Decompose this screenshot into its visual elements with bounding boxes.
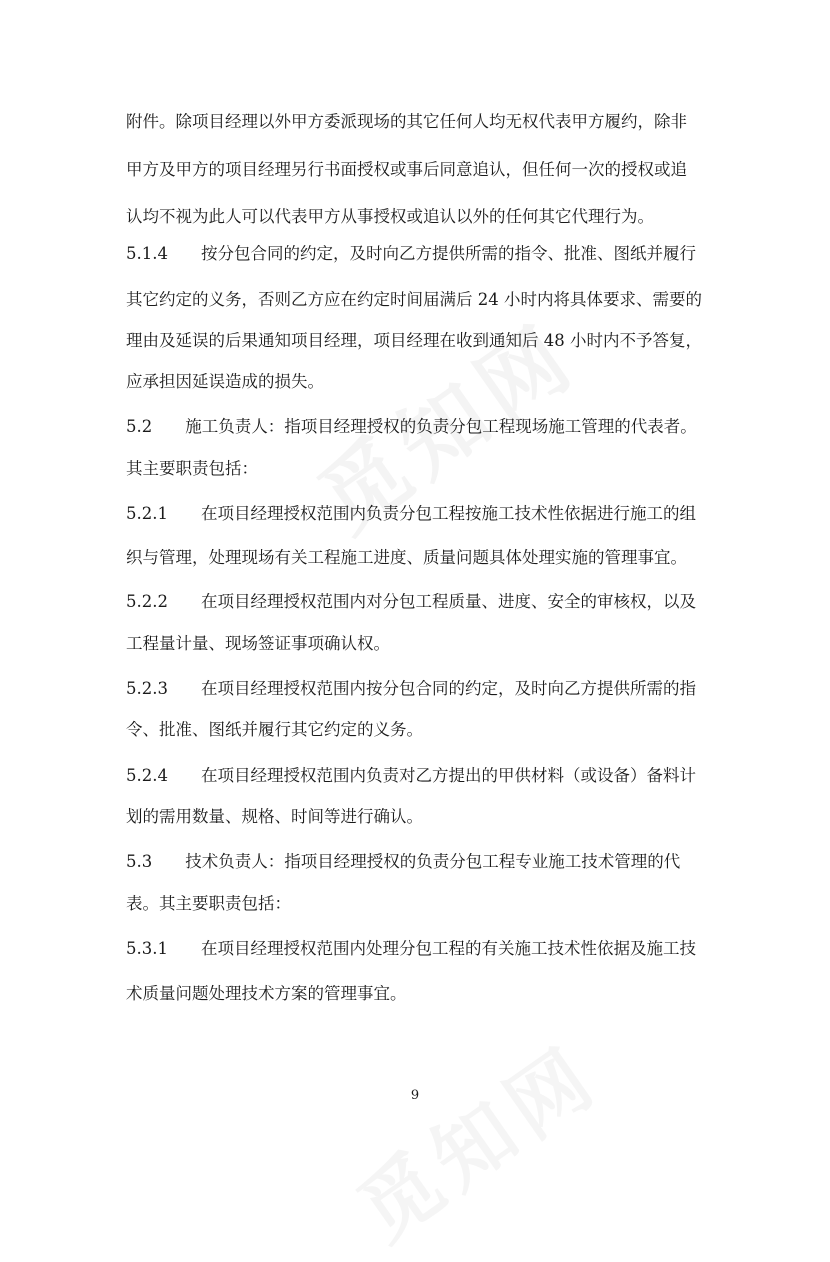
section-5-2: 5.2 施工负责人：指项目经理授权的负责分包工程现场施工管理的代表者。 <box>126 417 697 436</box>
text-line: 其它约定的义务，否则乙方应在约定时间届满后 24 小时内将具体要求、需要的 <box>126 290 702 309</box>
text-line: 附件。除项目经理以外甲方委派现场的其它任何人均无权代表甲方履约，除非 <box>126 112 687 131</box>
text-line: 甲方及甲方的项目经理另行书面授权或事后同意追认，但任何一次的授权或追 <box>126 160 687 179</box>
text-line: 认均不视为此人可以代表甲方从事授权或追认以外的任何其它代理行为。 <box>126 207 654 226</box>
page-number: 9 <box>410 1088 420 1103</box>
text-line: 划的需用数量、规格、时间等进行确认。 <box>126 807 423 826</box>
section-5-2-1: 5.2.1 在项目经理授权范围内负责分包工程按施工技术性依据进行施工的组 <box>126 504 696 523</box>
text-line: 令、批准、图纸并履行其它约定的义务。 <box>126 720 423 739</box>
section-5-2-2: 5.2.2 在项目经理授权范围内对分包工程质量、进度、安全的审核权，以及 <box>126 592 696 611</box>
section-5-3-1: 5.3.1 在项目经理授权范围内处理分包工程的有关施工技术性依据及施工技 <box>126 939 696 958</box>
text-line: 表。其主要职责包括： <box>126 894 291 913</box>
section-5-1-4: 5.1.4 按分包合同的约定，及时向乙方提供所需的指令、批准、图纸并履行 <box>126 244 696 263</box>
section-5-2-3: 5.2.3 在项目经理授权范围内按分包合同的约定，及时向乙方提供所需的指 <box>126 679 696 698</box>
text-line: 理由及延误的后果通知项目经理，项目经理在收到通知后 48 小时内不予答复， <box>126 331 702 350</box>
section-5-3: 5.3 技术负责人：指项目经理授权的负责分包工程专业施工技术管理的代 <box>126 852 681 871</box>
text-line: 织与管理，处理现场有关工程施工进度、质量问题具体处理实施的管理事宜。 <box>126 548 687 567</box>
text-line: 术质量问题处理技术方案的管理事宜。 <box>126 984 407 1003</box>
text-line: 应承担因延误造成的损失。 <box>126 372 324 391</box>
watermark-bottom <box>331 1013 618 1262</box>
text-line: 其主要职责包括： <box>126 459 258 478</box>
section-5-2-4: 5.2.4 在项目经理授权范围内负责对乙方提出的甲供材料（或设备）备料计 <box>126 766 696 785</box>
text-line: 工程量计量、现场签证事项确认权。 <box>126 634 390 653</box>
